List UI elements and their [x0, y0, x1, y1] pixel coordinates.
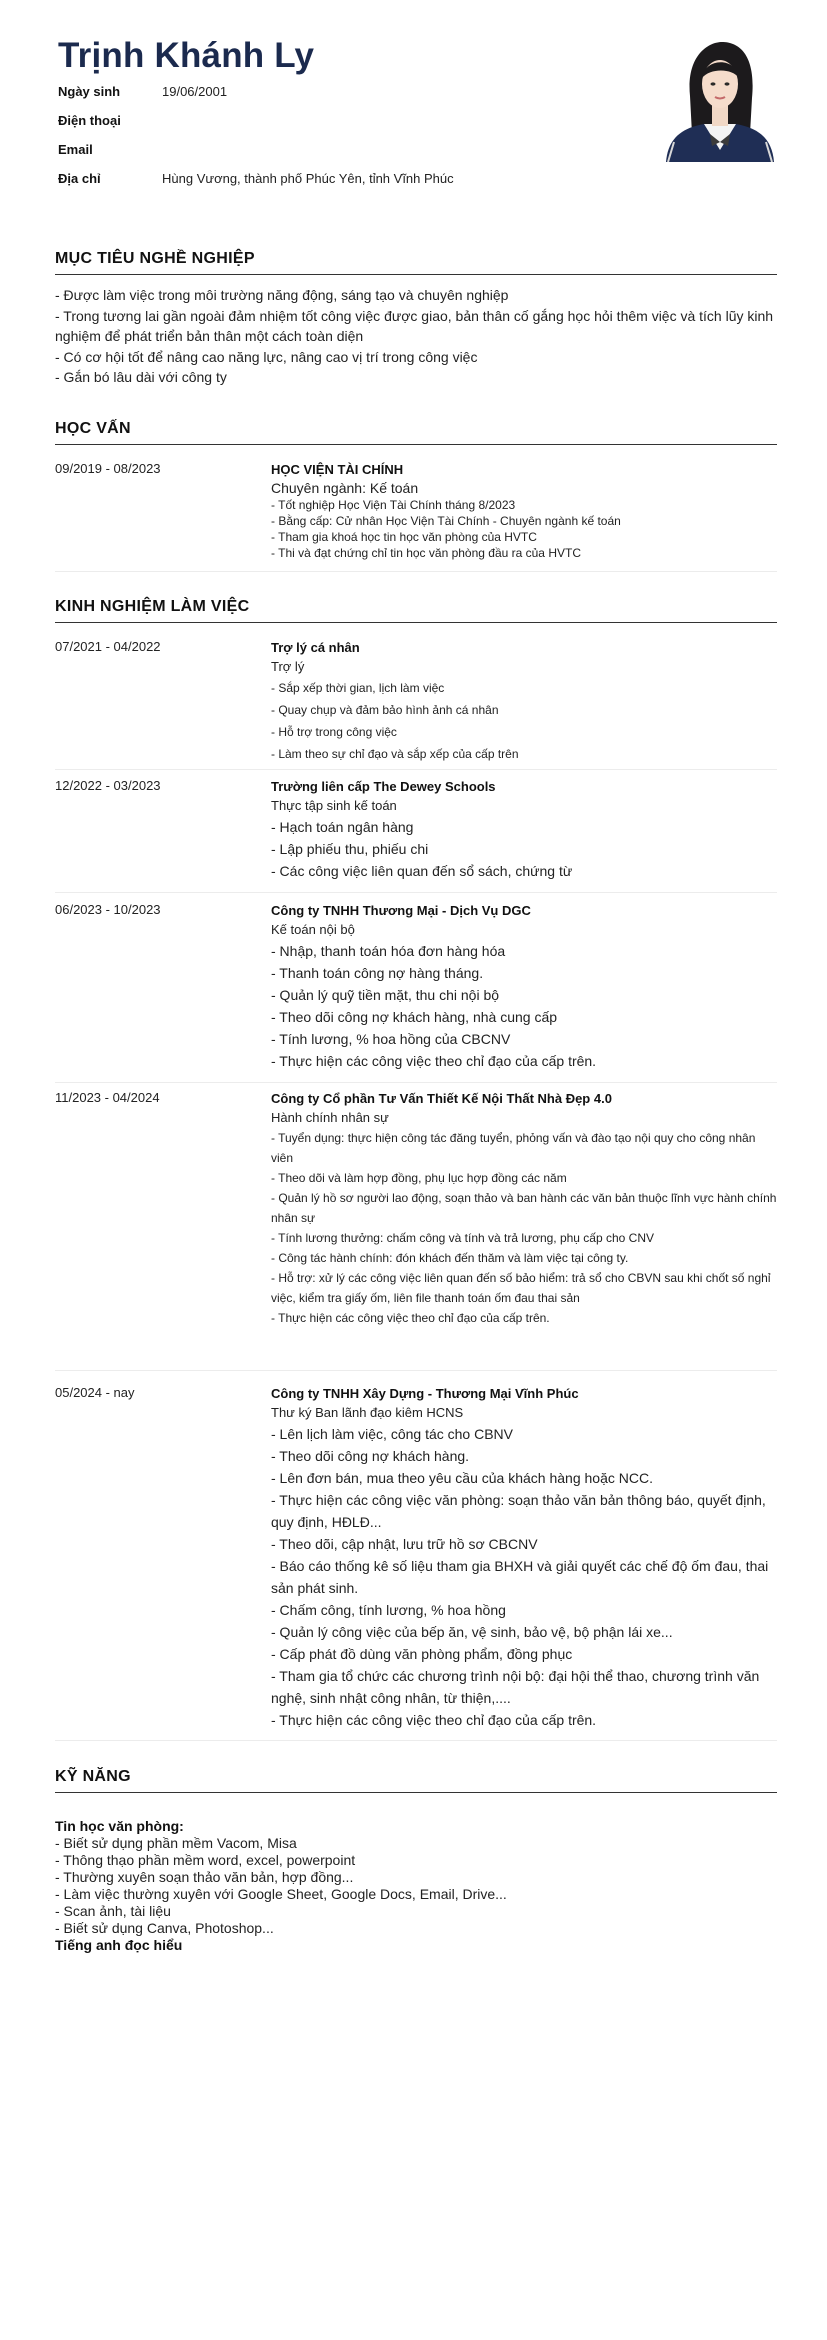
objective-line: - Được làm việc trong môi trường năng động, sáng tạo và chuyên nghiệp — [55, 287, 509, 303]
entry-date: 07/2021 - 04/2022 — [55, 639, 161, 654]
entry-bullet: - Thực hiện các công việc theo chỉ đạo của cấp trên. — [271, 1311, 550, 1325]
info-value: Hùng Vương, thành phố Phúc Yên, tỉnh Vĩnh Phúc — [162, 171, 454, 186]
skill-line: - Thông thạo phần mềm word, excel, powerpoint — [55, 1852, 356, 1868]
section-title-education: HỌC VẤN — [55, 420, 777, 445]
entry-bullet: - Chấm công, tính lương, % hoa hồng — [271, 1602, 506, 1618]
info-label: Email — [58, 142, 93, 157]
entry-role: Chuyên ngành: Kế toán — [271, 480, 419, 496]
entry-org: Công ty Cổ phần Tư Vấn Thiết Kế Nội Thất Nhà Đẹp 4.0 — [271, 1091, 612, 1106]
entry-bullet: - Theo dõi và làm hợp đồng, phụ lục hợp đồng các năm — [271, 1171, 567, 1185]
entry-role: Trợ lý — [271, 659, 305, 674]
entry-bullet: - Lập phiếu thu, phiếu chi — [271, 841, 429, 857]
entry-role: Kế toán nội bộ — [271, 922, 355, 937]
entry-bullet: - Hỗ trợ: xử lý các công việc liên quan đến số bảo hiểm: trả sổ cho CBVN sau khi chốt số nghỉ việc, kiểm tra giấy ốm, liên file thanh toán ốm đau thai sản — [271, 1271, 771, 1305]
entry-role: Thư ký Ban lãnh đạo kiêm HCNS — [271, 1405, 464, 1420]
profile-photo — [664, 38, 776, 162]
section-title-experience: KINH NGHIỆM LÀM VIỆC — [55, 598, 777, 623]
entry-bullet: - Quản lý quỹ tiền mặt, thu chi nội bộ — [271, 987, 500, 1003]
entry-bullet: - Thực hiện các công việc văn phòng: soạn thảo văn bản thông báo, quyết định, quy định, HĐLĐ... — [271, 1492, 766, 1530]
candidate-name: Trịnh Khánh Ly — [58, 36, 315, 75]
skill-line: - Biết sử dụng phần mềm Vacom, Misa — [55, 1835, 297, 1851]
entry-bullet: - Tham gia tổ chức các chương trình nội bộ: đại hội thể thao, chương trình văn nghệ, sinh nhật công nhân, từ thiện,.... — [271, 1668, 760, 1706]
entry-bullet: - Thanh toán công nợ hàng tháng. — [271, 965, 484, 981]
entry-bullet: - Theo dõi công nợ khách hàng, nhà cung cấp — [271, 1009, 558, 1025]
experience-entry — [55, 902, 777, 1083]
entry-bullet: - Thực hiện các công việc theo chỉ đạo của cấp trên. — [271, 1053, 597, 1069]
objective-line: - Có cơ hội tốt để nâng cao năng lực, nâng cao vị trí trong công việc — [55, 348, 478, 365]
entry-bullet: - Quản lý hồ sơ người lao động, soạn thảo và ban hành các văn bản thuộc lĩnh vực hành chính nhân sự — [271, 1191, 777, 1225]
section-title-objective: MỤC TIÊU NGHỀ NGHIỆP — [55, 250, 777, 275]
entry-bullet: - Sắp xếp thời gian, lịch làm việc — [271, 681, 445, 695]
skill-line: - Biết sử dụng Canva, Photoshop... — [55, 1920, 274, 1936]
entry-bullet: - Tốt nghiệp Học Viện Tài Chính tháng 8/2023 — [271, 498, 516, 512]
objective-line: - Trong tương lai gần ngoài đảm nhiệm tốt công việc được giao, bản thân cố gắng học hỏi thêm việc và tích lũy kinh nghiệm để phát triển bản thân một cách toàn diện — [55, 307, 774, 344]
entry-date: 11/2023 - 04/2024 — [55, 1090, 160, 1105]
education-entry — [55, 461, 777, 572]
entry-bullet: - Làm theo sự chỉ đạo và sắp xếp của cấp trên — [271, 747, 519, 761]
skill-line: - Thường xuyên soạn thảo văn bản, hợp đồng... — [55, 1869, 354, 1885]
entry-bullet: - Theo dõi công nợ khách hàng. — [271, 1448, 470, 1464]
info-value: 19/06/2001 — [162, 84, 228, 99]
skills-block — [55, 1818, 777, 1954]
entry-org: Trường liên cấp The Dewey Schools — [271, 779, 496, 794]
entry-role: Hành chính nhân sự — [271, 1110, 389, 1125]
entry-bullet: - Thực hiện các công việc theo chỉ đạo của cấp trên. — [271, 1712, 597, 1728]
entry-body — [271, 902, 777, 1072]
entry-bullet: - Cấp phát đồ dùng văn phòng phẩm, đồng phục — [271, 1646, 573, 1662]
entry-date: 09/2019 - 08/2023 — [55, 461, 161, 476]
entry-body — [271, 1385, 777, 1731]
info-label: Ngày sinh — [58, 84, 121, 99]
entry-org: Công ty TNHH Thương Mại - Dịch Vụ DGC — [271, 903, 531, 918]
entry-bullet: - Hỗ trợ trong công việc — [271, 725, 397, 739]
skill-line: - Làm việc thường xuyên với Google Sheet, Google Docs, Email, Drive... — [55, 1886, 507, 1902]
entry-body — [271, 461, 777, 561]
entry-bullet: - Báo cáo thống kê số liệu tham gia BHXH và giải quyết các chế độ ốm đau, thai sản phát sinh. — [271, 1558, 769, 1596]
entry-bullet: - Tính lương, % hoa hồng của CBCNV — [271, 1031, 511, 1047]
entry-body — [271, 1090, 777, 1328]
entry-bullet: - Theo dõi, cập nhật, lưu trữ hồ sơ CBCNV — [271, 1536, 538, 1552]
section-title-skills: KỸ NĂNG — [55, 1768, 777, 1793]
entry-role: Thực tập sinh kế toán — [271, 798, 397, 813]
entry-body — [271, 639, 777, 765]
entry-bullet: - Lên lịch làm việc, công tác cho CBNV — [271, 1426, 513, 1442]
entry-bullet: - Công tác hành chính: đón khách đến thăm và làm việc tại công ty. — [271, 1251, 629, 1265]
objective-text — [55, 285, 785, 388]
info-label: Điện thoại — [58, 113, 121, 128]
experience-entry — [55, 778, 777, 893]
entry-org: HỌC VIỆN TÀI CHÍNH — [271, 462, 404, 477]
entry-org: Công ty TNHH Xây Dựng - Thương Mại Vĩnh Phúc — [271, 1386, 579, 1401]
entry-date: 05/2024 - nay — [55, 1385, 135, 1400]
experience-entry — [55, 639, 777, 770]
experience-entry — [55, 1385, 777, 1741]
entry-bullet: - Hạch toán ngân hàng — [271, 819, 414, 835]
entry-date: 12/2022 - 03/2023 — [55, 778, 161, 793]
entry-bullet: - Nhập, thanh toán hóa đơn hàng hóa — [271, 943, 506, 959]
entry-bullet: - Thi và đạt chứng chỉ tin học văn phòng đầu ra của HVTC — [271, 546, 581, 560]
entry-bullet: - Bằng cấp: Cử nhân Học Viện Tài Chính - Chuyên ngành kế toán — [271, 514, 621, 528]
entry-bullet: - Quay chụp và đảm bảo hình ảnh cá nhân — [271, 703, 499, 717]
skill-line: - Scan ảnh, tài liệu — [55, 1903, 171, 1919]
skill-group-heading: Tin học văn phòng: — [55, 1818, 184, 1834]
entry-body — [271, 778, 777, 882]
entry-bullet: - Lên đơn bán, mua theo yêu cầu của khách hàng hoặc NCC. — [271, 1470, 653, 1486]
entry-date: 06/2023 - 10/2023 — [55, 902, 161, 917]
info-label: Địa chỉ — [58, 171, 101, 186]
experience-entry — [55, 1090, 777, 1371]
entry-org: Trợ lý cá nhân — [271, 640, 360, 655]
skill-group-heading: Tiếng anh đọc hiểu — [55, 1937, 183, 1953]
entry-bullet: - Tham gia khoá học tin học văn phòng của HVTC — [271, 530, 537, 544]
entry-bullet: - Tính lương thưởng: chấm công và tính và trả lương, phụ cấp cho CNV — [271, 1231, 655, 1245]
entry-bullet: - Tuyển dụng: thực hiện công tác đăng tuyển, phỏng vấn và đào tạo nội quy cho công nhân viên — [271, 1131, 756, 1165]
portrait-illustration — [664, 38, 776, 162]
entry-bullet: - Quản lý công việc của bếp ăn, vệ sinh, bảo vệ, bộ phận lái xe... — [271, 1624, 673, 1640]
entry-bullet: - Các công việc liên quan đến sổ sách, chứng từ — [271, 863, 573, 879]
objective-line: - Gắn bó lâu dài với công ty — [55, 369, 227, 385]
